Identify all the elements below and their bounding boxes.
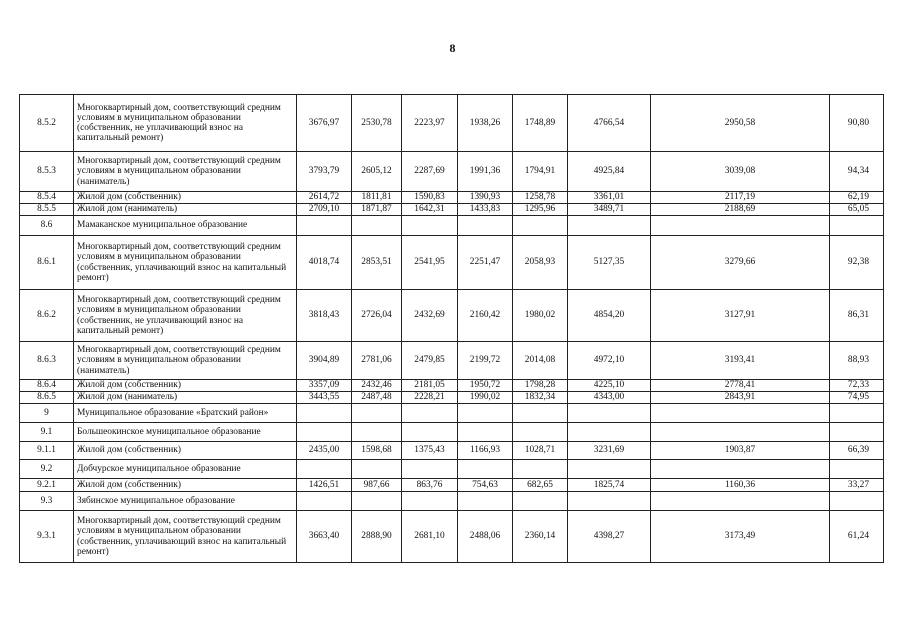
value-cell: 92,38 — [830, 236, 884, 290]
value-cell — [458, 492, 513, 511]
value-cell: 2188,69 — [651, 204, 830, 216]
table-row — [20, 290, 884, 342]
value-cell: 1938,26 — [458, 95, 513, 152]
value-cell — [352, 216, 402, 236]
section-row — [20, 423, 884, 442]
value-cell — [651, 423, 830, 442]
row-code: 8.6.2 — [20, 290, 74, 342]
value-cell: 2614,72 — [297, 192, 352, 204]
value-cell: 3279,66 — [651, 236, 830, 290]
value-cell: 3818,43 — [297, 290, 352, 342]
table-row — [20, 236, 884, 290]
row-name: Многоквартирный дом, соответствующий средним условиям в муниципальном образовании (собственник, не уплачивающий взнос на капитальный ремонт) — [74, 95, 297, 152]
value-cell: 2058,93 — [513, 236, 568, 290]
row-code: 8.6.5 — [20, 392, 74, 404]
table-row — [20, 342, 884, 380]
value-cell — [830, 404, 884, 423]
value-cell: 1426,51 — [297, 479, 352, 492]
value-cell: 4925,84 — [568, 152, 651, 192]
row-code: 8.6.4 — [20, 380, 74, 392]
value-cell: 1598,68 — [352, 442, 402, 460]
value-cell — [458, 423, 513, 442]
value-cell: 2781,06 — [352, 342, 402, 380]
row-name: Многоквартирный дом, соответствующий средним условиям в муниципальном образовании (собственник, не уплачивающий взнос на капитальный ремонт) — [74, 290, 297, 342]
value-cell — [513, 404, 568, 423]
value-cell: 2681,10 — [402, 511, 458, 563]
row-name: Жилой дом (наниматель) — [74, 204, 297, 216]
value-cell: 1375,43 — [402, 442, 458, 460]
value-cell — [830, 423, 884, 442]
row-code: 8.5.3 — [20, 152, 74, 192]
row-code: 9.1 — [20, 423, 74, 442]
value-cell: 2228,21 — [402, 392, 458, 404]
value-cell: 754,63 — [458, 479, 513, 492]
value-cell — [568, 216, 651, 236]
value-cell: 1258,78 — [513, 192, 568, 204]
row-code: 8.6 — [20, 216, 74, 236]
table-row — [20, 152, 884, 192]
value-cell — [458, 216, 513, 236]
value-cell — [651, 216, 830, 236]
value-cell: 1991,36 — [458, 152, 513, 192]
row-name: Жилой дом (собственник) — [74, 380, 297, 392]
value-cell — [458, 404, 513, 423]
section-name: Большеокинское муниципальное образование — [74, 423, 297, 442]
value-cell: 94,34 — [830, 152, 884, 192]
value-cell: 4854,20 — [568, 290, 651, 342]
value-cell — [568, 423, 651, 442]
value-cell: 1811,81 — [352, 192, 402, 204]
value-cell: 4972,10 — [568, 342, 651, 380]
row-code: 8.5.4 — [20, 192, 74, 204]
value-cell — [402, 492, 458, 511]
value-cell: 3193,41 — [651, 342, 830, 380]
row-code: 9.2.1 — [20, 479, 74, 492]
value-cell — [830, 492, 884, 511]
value-cell — [513, 423, 568, 442]
value-cell: 3443,55 — [297, 392, 352, 404]
value-cell — [297, 404, 352, 423]
section-row — [20, 460, 884, 479]
value-cell: 3676,97 — [297, 95, 352, 152]
row-name: Многоквартирный дом, соответствующий средним условиям в муниципальном образовании (собственник, уплачивающий взнос на капитальный ремонт) — [74, 236, 297, 290]
page-number: 8 — [449, 41, 456, 55]
value-cell — [352, 460, 402, 479]
value-cell: 3489,71 — [568, 204, 651, 216]
value-cell: 88,93 — [830, 342, 884, 380]
value-cell: 2950,58 — [651, 95, 830, 152]
value-cell: 1825,74 — [568, 479, 651, 492]
value-cell — [651, 404, 830, 423]
value-cell: 62,19 — [830, 192, 884, 204]
row-name: Многоквартирный дом, соответствующий средним условиям в муниципальном образовании (наниматель) — [74, 152, 297, 192]
table-row — [20, 95, 884, 152]
table-row — [20, 442, 884, 460]
value-cell — [568, 492, 651, 511]
value-cell — [297, 423, 352, 442]
value-cell: 987,66 — [352, 479, 402, 492]
value-cell: 1832,34 — [513, 392, 568, 404]
value-cell: 4398,27 — [568, 511, 651, 563]
value-cell: 2488,06 — [458, 511, 513, 563]
value-cell: 2160,42 — [458, 290, 513, 342]
value-cell: 2014,08 — [513, 342, 568, 380]
value-cell: 2435,00 — [297, 442, 352, 460]
value-cell: 1903,87 — [651, 442, 830, 460]
value-cell: 2709,10 — [297, 204, 352, 216]
value-cell: 3127,91 — [651, 290, 830, 342]
value-cell: 1950,72 — [458, 380, 513, 392]
value-cell — [513, 492, 568, 511]
row-name: Жилой дом (собственник) — [74, 479, 297, 492]
value-cell: 1028,71 — [513, 442, 568, 460]
row-code: 8.5.2 — [20, 95, 74, 152]
value-cell: 2843,91 — [651, 392, 830, 404]
value-cell: 2888,90 — [352, 511, 402, 563]
section-row — [20, 492, 884, 511]
row-code: 9 — [20, 404, 74, 423]
value-cell: 3793,79 — [297, 152, 352, 192]
value-cell — [352, 492, 402, 511]
value-cell: 86,31 — [830, 290, 884, 342]
value-cell: 2778,41 — [651, 380, 830, 392]
value-cell: 1590,83 — [402, 192, 458, 204]
row-code: 9.3.1 — [20, 511, 74, 563]
value-cell: 1166,93 — [458, 442, 513, 460]
value-cell — [651, 460, 830, 479]
row-code: 9.1.1 — [20, 442, 74, 460]
table-body — [20, 95, 884, 563]
value-cell — [297, 460, 352, 479]
section-row — [20, 216, 884, 236]
value-cell: 682,65 — [513, 479, 568, 492]
value-cell: 3904,89 — [297, 342, 352, 380]
value-cell: 1794,91 — [513, 152, 568, 192]
value-cell — [352, 423, 402, 442]
table-row — [20, 511, 884, 563]
section-name: Муниципальное образование «Братский район» — [74, 404, 297, 423]
value-cell: 2360,14 — [513, 511, 568, 563]
value-cell: 1748,89 — [513, 95, 568, 152]
value-cell — [830, 216, 884, 236]
value-cell: 863,76 — [402, 479, 458, 492]
value-cell: 4766,54 — [568, 95, 651, 152]
value-cell: 2853,51 — [352, 236, 402, 290]
value-cell: 4343,00 — [568, 392, 651, 404]
value-cell: 2117,19 — [651, 192, 830, 204]
value-cell: 2432,46 — [352, 380, 402, 392]
value-cell — [402, 423, 458, 442]
value-cell: 65,05 — [830, 204, 884, 216]
value-cell: 2605,12 — [352, 152, 402, 192]
value-cell — [297, 216, 352, 236]
row-code: 8.6.1 — [20, 236, 74, 290]
value-cell: 5127,35 — [568, 236, 651, 290]
table-row — [20, 192, 884, 204]
value-cell: 1980,02 — [513, 290, 568, 342]
value-cell: 1433,83 — [458, 204, 513, 216]
tariff-table — [19, 94, 884, 563]
value-cell — [568, 404, 651, 423]
value-cell: 1798,28 — [513, 380, 568, 392]
table-row — [20, 204, 884, 216]
row-code: 9.2 — [20, 460, 74, 479]
value-cell: 4225,10 — [568, 380, 651, 392]
value-cell: 2287,69 — [402, 152, 458, 192]
value-cell: 61,24 — [830, 511, 884, 563]
row-code: 8.6.3 — [20, 342, 74, 380]
value-cell: 2530,78 — [352, 95, 402, 152]
value-cell: 3663,40 — [297, 511, 352, 563]
value-cell — [402, 460, 458, 479]
value-cell: 1642,31 — [402, 204, 458, 216]
value-cell: 2223,97 — [402, 95, 458, 152]
value-cell: 1990,02 — [458, 392, 513, 404]
value-cell: 72,33 — [830, 380, 884, 392]
value-cell: 3173,49 — [651, 511, 830, 563]
section-row — [20, 404, 884, 423]
value-cell — [513, 216, 568, 236]
value-cell: 2541,95 — [402, 236, 458, 290]
value-cell: 90,80 — [830, 95, 884, 152]
row-name: Жилой дом (собственник) — [74, 442, 297, 460]
value-cell — [297, 492, 352, 511]
row-name: Многоквартирный дом, соответствующий средним условиям в муниципальном образовании (собственник, уплачивающий взнос на капитальный ремонт) — [74, 511, 297, 563]
value-cell: 2487,48 — [352, 392, 402, 404]
table-row — [20, 479, 884, 492]
value-cell — [402, 404, 458, 423]
value-cell — [830, 460, 884, 479]
value-cell: 66,39 — [830, 442, 884, 460]
value-cell — [513, 460, 568, 479]
section-name: Зябинское муниципальное образование — [74, 492, 297, 511]
row-name: Жилой дом (наниматель) — [74, 392, 297, 404]
value-cell: 1295,96 — [513, 204, 568, 216]
value-cell: 2251,47 — [458, 236, 513, 290]
row-name: Жилой дом (собственник) — [74, 192, 297, 204]
value-cell: 3361,01 — [568, 192, 651, 204]
row-code: 8.5.5 — [20, 204, 74, 216]
table-row — [20, 380, 884, 392]
value-cell: 3357,09 — [297, 380, 352, 392]
value-cell — [352, 404, 402, 423]
value-cell: 1160,36 — [651, 479, 830, 492]
value-cell: 1871,87 — [352, 204, 402, 216]
value-cell: 3039,08 — [651, 152, 830, 192]
value-cell — [568, 460, 651, 479]
value-cell: 4018,74 — [297, 236, 352, 290]
section-name: Мамаканское муниципальное образование — [74, 216, 297, 236]
value-cell: 2199,72 — [458, 342, 513, 380]
value-cell — [651, 492, 830, 511]
row-name: Многоквартирный дом, соответствующий средним условиям в муниципальном образовании (наниматель) — [74, 342, 297, 380]
section-name: Добчурское муниципальное образование — [74, 460, 297, 479]
value-cell: 2479,85 — [402, 342, 458, 380]
value-cell: 2432,69 — [402, 290, 458, 342]
value-cell: 3231,69 — [568, 442, 651, 460]
value-cell: 74,95 — [830, 392, 884, 404]
value-cell: 2181,05 — [402, 380, 458, 392]
row-code: 9.3 — [20, 492, 74, 511]
value-cell — [458, 460, 513, 479]
value-cell: 1390,93 — [458, 192, 513, 204]
value-cell: 33,27 — [830, 479, 884, 492]
value-cell: 2726,04 — [352, 290, 402, 342]
table-row — [20, 392, 884, 404]
value-cell — [402, 216, 458, 236]
